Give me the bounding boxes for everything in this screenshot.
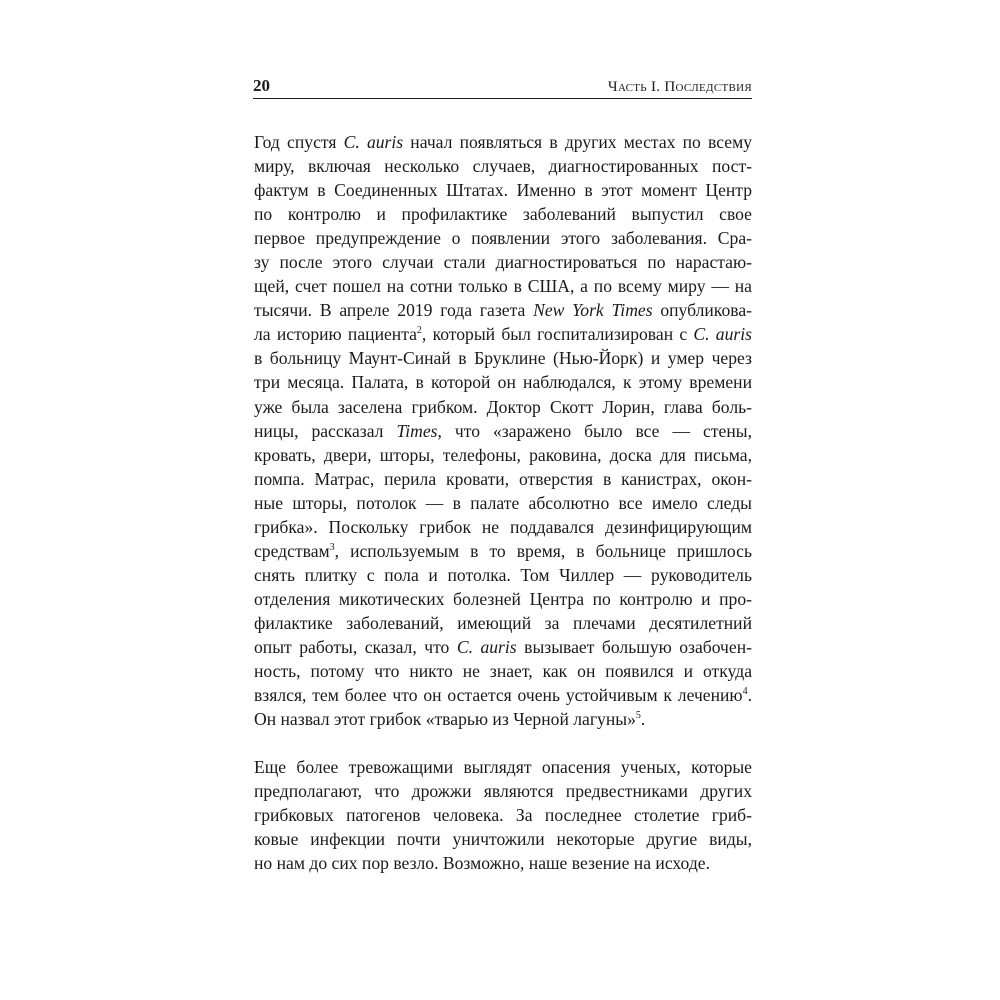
text-line	[254, 683, 752, 707]
text-line	[254, 659, 752, 683]
text-segment: тысячи. В апреле 2019 года газета	[254, 300, 534, 321]
text-line	[254, 539, 752, 563]
paragraph-gap	[254, 731, 752, 755]
text-segment: снять плитку с пола и потолка. Том Чиллер — руководитель	[254, 564, 752, 585]
text-segment: , который был госпитализирован с	[421, 324, 694, 345]
text-segment: .	[640, 709, 646, 730]
text-segment: филактике заболеваний, имеющий за плечами десятилетний	[254, 612, 752, 633]
text-segment: Он назвал этот грибок «тварью из Черной лагуны»	[254, 709, 636, 730]
italic-text: C. auris	[693, 324, 752, 345]
text-segment: ла историю пациента	[254, 324, 417, 345]
text-line	[254, 827, 752, 851]
italic-text: C. auris	[343, 132, 404, 152]
page-number: 20	[253, 76, 270, 95]
text-line	[254, 563, 752, 587]
text-segment: средствам	[254, 540, 330, 561]
text-segment: миру, включая несколько случаев, диагностированных пост-	[254, 156, 752, 177]
running-head	[253, 76, 752, 99]
text-line	[254, 322, 752, 346]
text-line	[254, 755, 752, 779]
text-line	[254, 274, 752, 298]
text-segment: отделения микотических болезней Центра по контролю и про-	[254, 588, 752, 609]
text-segment: ковые инфекции почти уничтожили некоторые другие виды,	[254, 829, 752, 850]
text-segment: по контролю и профилактике заболеваний выпустил свое	[254, 204, 752, 225]
text-line	[254, 202, 752, 226]
paragraph	[254, 755, 752, 875]
text-segment: Еще более тревожащими выглядят опасения ученых, которые	[254, 757, 752, 778]
text-line	[254, 298, 752, 322]
footnote-ref: 3	[329, 541, 335, 553]
text-segment: в больницу Маунт-Синай в Бруклине (Нью-Йорк) и умер через	[254, 348, 752, 369]
text-line	[254, 250, 752, 274]
text-line	[254, 346, 752, 370]
text-line	[254, 803, 752, 827]
paragraph	[254, 130, 752, 731]
text-line	[254, 851, 752, 875]
text-line	[254, 130, 752, 154]
text-segment: , используемым в то время, в больнице пришлось	[334, 540, 752, 561]
text-line	[254, 611, 752, 635]
text-segment: три месяца. Палата, в которой он наблюдался, к этому времени	[254, 372, 752, 393]
text-line	[254, 370, 752, 394]
text-segment: опубликова-	[652, 300, 753, 321]
text-segment: первое предупреждение о появлении этого заболевания. Сра-	[254, 228, 752, 249]
text-line	[254, 587, 752, 611]
text-segment: опыт работы, сказал, что	[254, 636, 457, 657]
text-segment: грибковых патогенов человека. За последнее столетие гриб-	[254, 805, 752, 826]
body-text	[254, 130, 752, 875]
text-segment: уже была заселена грибком. Доктор Скотт Лорин, глава боль-	[254, 396, 752, 417]
text-line	[254, 635, 752, 659]
text-segment: грибка». Поскольку грибок не поддавался дезинфицирующим	[254, 516, 752, 537]
text-segment: ность, потому что никто не знает, как он появился и откуда	[254, 661, 752, 682]
text-line	[254, 154, 752, 178]
text-line	[254, 491, 752, 515]
italic-text: Times	[396, 420, 438, 441]
text-line	[254, 779, 752, 803]
text-segment: но нам до сих пор везло. Возможно, наше везение на исходе.	[254, 853, 710, 874]
section-title: Часть I. Последствия	[607, 79, 752, 95]
footnote-ref: 4	[742, 686, 748, 698]
text-segment: вызывает большую озабочен-	[516, 636, 752, 657]
text-segment: щей, счет пошел на сотни только в США, а по всему миру — на	[254, 276, 752, 297]
text-segment: , что «заражено было все — стены,	[437, 420, 752, 441]
text-segment: Год спустя	[254, 132, 344, 152]
text-line	[254, 419, 752, 443]
text-line	[254, 467, 752, 491]
text-segment: предполагают, что дрожжи являются предвестниками других	[254, 781, 752, 802]
text-line	[254, 226, 752, 250]
text-segment: фактум в Соединенных Штатах. Именно в этот момент Центр	[254, 180, 752, 201]
text-line	[254, 178, 752, 202]
text-segment: помпа. Матрас, перила кровати, отверстия в канистрах, окон-	[254, 468, 752, 489]
text-segment: кровать, двери, шторы, телефоны, раковина, доска для письма,	[254, 444, 752, 465]
text-segment: взялся, тем более что он остается очень устойчивым к лечению	[254, 685, 743, 706]
text-segment: .	[747, 685, 752, 706]
text-segment: ницы, рассказал	[254, 420, 397, 441]
text-line	[254, 395, 752, 419]
text-segment: зу после этого случаи стали диагностироваться по нарастаю-	[254, 252, 752, 273]
text-line	[254, 707, 752, 731]
text-line	[254, 443, 752, 467]
text-line	[254, 515, 752, 539]
footnote-ref: 5	[635, 710, 641, 722]
italic-text: C. auris	[456, 636, 517, 657]
text-segment: ные шторы, потолок — в палате абсолютно все имело следы	[254, 492, 752, 513]
footnote-ref: 2	[416, 325, 422, 337]
text-segment: начал появляться в других местах по всему	[403, 132, 752, 152]
italic-text: New York Times	[533, 300, 653, 321]
